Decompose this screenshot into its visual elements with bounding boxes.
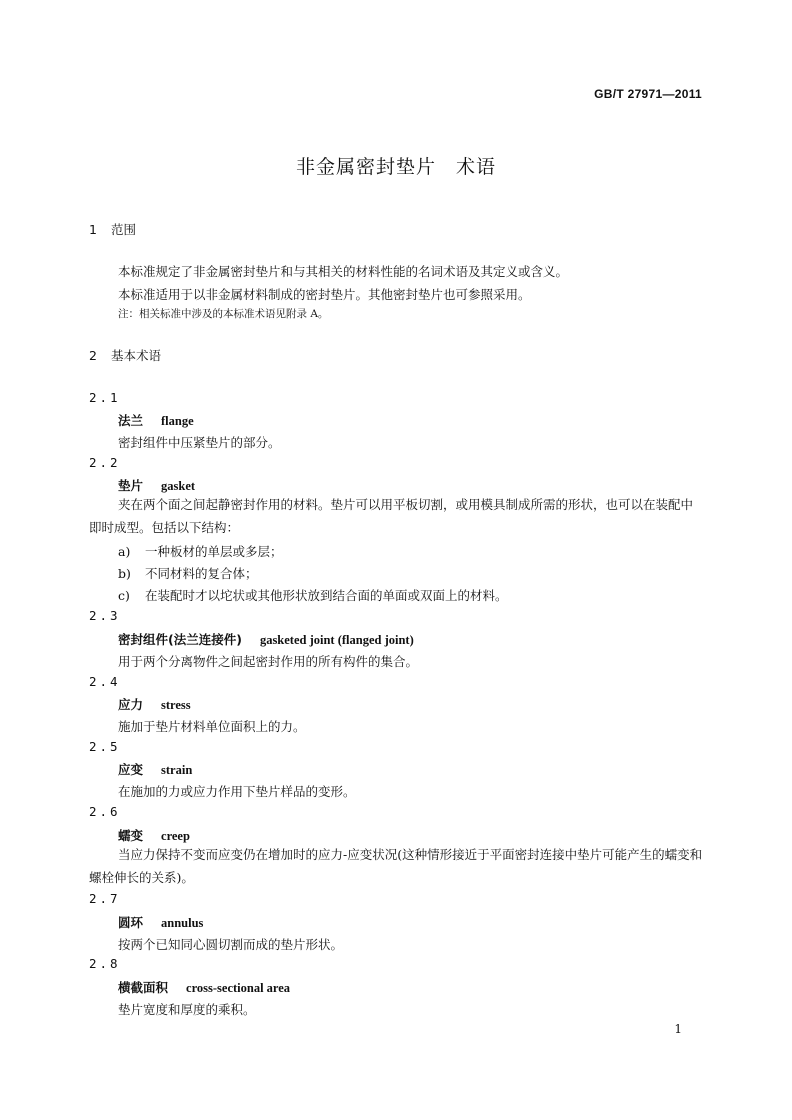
term-definition: 用于两个分离物件之间起密封作用的所有构件的集合。	[118, 654, 419, 669]
clause-number: 2.3	[89, 608, 121, 623]
clause-number: 2.7	[89, 891, 121, 906]
list-item	[118, 542, 283, 560]
term-english: gasket	[161, 479, 196, 493]
list-marker: b)	[118, 566, 131, 581]
term-chinese: 应力	[118, 697, 144, 712]
term-chinese: 蠕变	[118, 828, 144, 843]
term-entry	[118, 476, 195, 494]
document-title: 非金属密封垫片 术语	[295, 156, 496, 178]
term-definition: 施加于垫片材料单位面积上的力。	[118, 719, 306, 734]
term-entry	[118, 695, 191, 713]
section-2-heading	[89, 346, 161, 364]
term-chinese: 应变	[118, 762, 144, 777]
clause-number: 2.1	[89, 390, 121, 405]
list-marker: c)	[118, 588, 130, 603]
clause-number: 2.6	[89, 804, 121, 819]
term-definition: 垫片宽度和厚度的乘积。	[118, 1002, 256, 1017]
term-english: flange	[161, 414, 194, 428]
list-item	[118, 586, 508, 604]
term-entry	[118, 978, 290, 996]
term-definition: 在施加的力或应力作用下垫片样品的变形。	[118, 784, 356, 799]
term-chinese: 圆环	[118, 915, 144, 930]
term-chinese: 垫片	[118, 478, 144, 493]
term-english: gasketed joint (flanged joint)	[259, 633, 414, 647]
term-chinese: 横截面积	[118, 980, 169, 995]
list-text: 在装配时才以坨状或其他形状放到结合面的单面或双面上的材料。	[145, 588, 508, 603]
list-marker: a)	[118, 544, 131, 559]
term-definition: 夹在两个面之间起静密封作用的材料。垫片可以用平板切割，或用模具制成所需的形状，也可以在装配中即时成型。包括以下结构：	[89, 497, 694, 535]
page-number: 1	[674, 1022, 682, 1036]
clause-number: 2.2	[89, 455, 121, 470]
list-text: 不同材料的复合体；	[145, 566, 258, 581]
term-english: stress	[161, 698, 191, 712]
term-english: strain	[161, 763, 193, 777]
term-english: creep	[161, 829, 190, 843]
term-english: cross-sectional area	[186, 981, 291, 995]
list-item	[118, 564, 258, 582]
scope-paragraph-2: 本标准适用于以非金属材料制成的密封垫片。其他密封垫片也可参照采用。	[118, 287, 531, 302]
term-chinese: 法兰	[118, 413, 144, 428]
term-entry	[118, 760, 192, 778]
clause-number: 2.5	[89, 739, 121, 754]
section-number: 1	[89, 222, 97, 237]
term-definition: 当应力保持不变而应变仍在增加时的应力-应变状况(这种情形接近于平面密封连接中垫片可能产生的蠕变和螺栓伸长的关系)。	[89, 847, 703, 885]
section-number: 2	[89, 348, 97, 363]
term-chinese: 密封组件(法兰连接件)	[118, 632, 242, 647]
term-definition: 密封组件中压紧垫片的部分。	[118, 435, 281, 450]
term-entry	[118, 913, 203, 931]
standard-code: GB/T 27971—2011	[594, 87, 702, 101]
scope-note: 注：相关标准中涉及的本标准术语见附录 A。	[118, 308, 329, 320]
term-entry	[118, 411, 194, 429]
term-english: annulus	[161, 916, 204, 930]
section-title: 基本术语	[111, 348, 162, 363]
section-1-heading	[89, 220, 136, 238]
term-entry	[118, 630, 414, 648]
term-definition: 按两个已知同心圆切割而成的垫片形状。	[118, 937, 344, 952]
term-entry	[118, 826, 190, 844]
scope-paragraph-1: 本标准规定了非金属密封垫片和与其相关的材料性能的名词术语及其定义或含义。	[118, 264, 569, 279]
section-title: 范围	[111, 222, 137, 237]
clause-number: 2.4	[89, 674, 121, 689]
list-text: 一种板材的单层或多层；	[145, 544, 283, 559]
clause-number: 2.8	[89, 956, 121, 971]
